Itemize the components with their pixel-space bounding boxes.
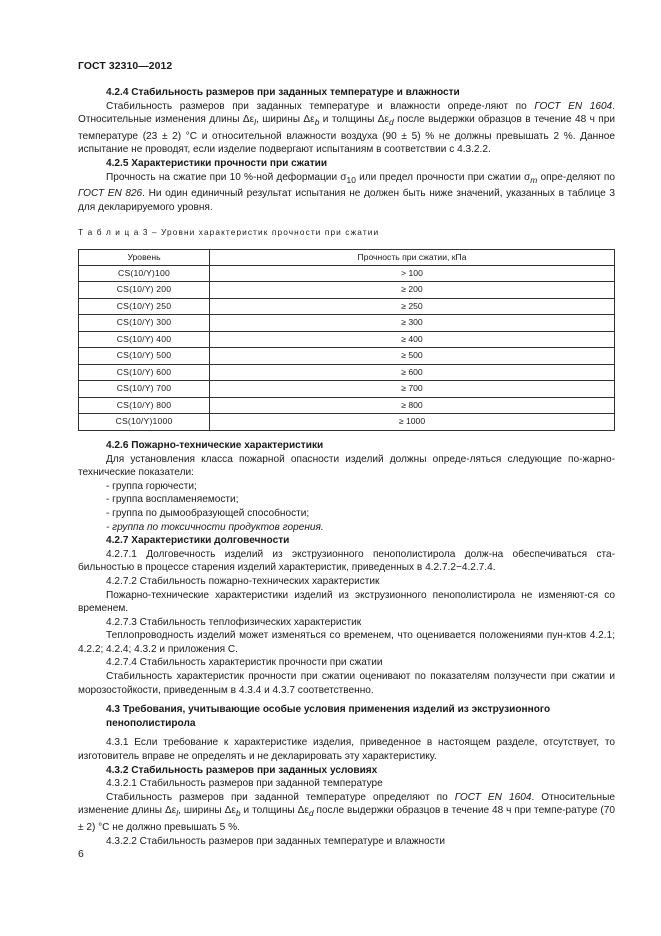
text: . Относительные изменение длины Δε — [78, 791, 615, 817]
paragraph-4-2-7-1: 4.2.7.1 Долговечность изделий из экструзионного пенополистирола долж-на обеспечиваться ста-бильностью в процессе старения изделий характеристик, приведенных в 4.2.7.2−4.2.7.4. — [78, 548, 615, 574]
table-header-row — [79, 249, 615, 265]
subscript: l — [176, 808, 179, 819]
level-cell: CS(10/Y) 700 — [79, 381, 210, 398]
table-row — [79, 265, 615, 282]
standard-reference: ГОСТ EN 1604 — [454, 791, 532, 803]
section-heading-4-2-4: 4.2.4 Стабильность размеров при заданных температуре и влажности — [106, 87, 460, 98]
strength-cell: ≥ 800 — [210, 397, 615, 414]
section-heading-4-3-cont: пенополистирола — [106, 717, 196, 729]
text: Относительные изменения длины Δε — [78, 114, 255, 126]
text: Стабильность размеров при заданных температуре и влажности опреде-ляют по — [106, 100, 535, 112]
table-row — [79, 397, 615, 414]
text: Стабильность размеров при заданной температуре определяют по — [106, 791, 455, 803]
strength-cell: ≥ 400 — [210, 331, 615, 348]
level-cell: CS(10/Y)1000 — [79, 414, 210, 431]
strength-cell: ≥ 200 — [210, 282, 615, 299]
subscript: b — [235, 808, 241, 819]
strength-cell: ≥ 1000 — [210, 414, 615, 431]
subscript: m — [530, 174, 538, 185]
strength-cell: ≥ 700 — [210, 381, 615, 398]
table-row — [79, 414, 615, 431]
table-3 — [78, 249, 615, 431]
section-heading-4-2-6: 4.2.6 Пожарно-технические характеристики — [106, 439, 324, 451]
text: , ширины Δε — [178, 805, 236, 817]
strength-cell: ≥ 600 — [210, 364, 615, 381]
text: и толщины Δε — [319, 114, 390, 126]
list-item: - группа по токсичности продуктов горения. — [106, 521, 324, 533]
paragraph-4-2-7-2-text: Пожарно-технические характеристики изделий из экструзионного пенополистирола не изменяют-ся со временем. — [78, 589, 615, 615]
table-row — [79, 282, 615, 299]
paragraph-4-3-2-1: 4.3.2.1 Стабильность размеров при заданной температуре — [106, 778, 383, 790]
section-heading-4-3: 4.3 Требования, учитывающие особые условия применения изделий из экструзионного — [106, 704, 551, 716]
paragraph-4-2-7-2: 4.2.7.2 Стабильность пожарно-технических характеристик — [106, 575, 380, 587]
strength-cell: ≥ 500 — [210, 348, 615, 365]
level-cell: CS(10/Y) 250 — [79, 298, 210, 315]
level-cell: CS(10/Y) 800 — [79, 397, 210, 414]
text: , ширины Δε — [256, 114, 315, 126]
table-row — [79, 298, 615, 315]
table-row — [79, 364, 615, 381]
subscript: d — [389, 117, 394, 128]
column-header-level: Уровень — [79, 249, 210, 265]
level-cell: CS(10/Y) 300 — [79, 315, 210, 332]
text: опре-деляют по — [537, 171, 615, 183]
level-cell: CS(10/Y) 600 — [79, 364, 210, 381]
level-cell: CS(10/Y) 500 — [79, 348, 210, 365]
document-header: ГОСТ 32310—2012 — [78, 61, 173, 72]
document-body — [78, 86, 615, 848]
subscript: d — [308, 808, 314, 819]
section-heading-4-3-2: 4.3.2 Стабильность размеров при заданных условиях — [106, 764, 378, 776]
text: или предел прочности при сжатии σ — [355, 171, 531, 183]
text: Прочность на сжатие при 10 %-ной деформации σ — [106, 171, 347, 183]
section-heading-4-2-7: 4.2.7 Характеристики долговечности — [106, 535, 290, 547]
text: . Ни один единичный результат испытания не должен быть ниже значений, указанных в таблице 3 для декларируемого уровня. — [78, 188, 615, 213]
text: и толщины Δε — [240, 805, 309, 817]
list-item: - группа воспламеняемости; — [106, 494, 239, 506]
text: после выдержки образцов в течение 48 ч при темпе-ратуре (70 ± 2) °С не должно превышать 5 %. — [78, 805, 615, 834]
list-item: - группа по дымообразующей способности; — [106, 507, 310, 519]
table-row — [79, 331, 615, 348]
paragraph-4-2-7-3: 4.2.7.3 Стабильность теплофизических характеристик — [106, 616, 362, 628]
strength-cell: > 100 — [210, 265, 615, 282]
paragraph-4-2-4 — [78, 100, 615, 157]
text: . — [612, 100, 615, 112]
subscript: b — [314, 117, 320, 128]
table-row — [79, 348, 615, 365]
level-cell: CS(10/Y)100 — [79, 265, 210, 282]
paragraph-4-3-2-1-text — [78, 791, 615, 835]
text: после выдержки образцов в течение 48 ч при температуре (23 ± 2) °С и относительной влажности воздуха (90 ± 5) % не должны превышать 2 %. Данное испытание не проводят, если изделие подвергают испытаниям в соответствии с 4.3.2.2. — [78, 114, 615, 156]
subscript: l — [254, 117, 256, 128]
strength-cell: ≥ 250 — [210, 298, 615, 315]
paragraph-4-3-2-2: 4.3.2.2 Стабильность размеров при заданных температуре и влажности — [106, 835, 445, 847]
standard-reference: ГОСТ EN 1604 — [534, 100, 613, 112]
level-cell: CS(10/Y) 400 — [79, 331, 210, 348]
paragraph-4-3-1: 4.3.1 Если требование к характеристике изделия, приведенное в настоящем разделе, отсутствует, то изготовитель вправе не определять и не декларировать эту характеристику. — [78, 737, 615, 763]
page-number: 6 — [78, 849, 84, 860]
paragraph-4-2-6: Для установления класса пожарной опасности изделий должны опреде-ляться следующие по-жарно-технические показатели: — [78, 453, 615, 479]
paragraph-4-2-5 — [78, 171, 615, 215]
subscript: 10 — [346, 174, 356, 185]
paragraph-4-2-7-4: 4.2.7.4 Стабильность характеристик прочности при сжатии — [106, 657, 383, 669]
list-item: - группа горючести; — [106, 480, 197, 492]
paragraph-4-2-7-3-text: Теплопроводность изделий может изменяться со временем, что оценивается положениями пун-ктов 4.2.1; 4.2.2; 4.2.4; 4.3.2 и приложения С. — [78, 630, 615, 655]
level-cell: CS(10/Y) 200 — [79, 282, 210, 299]
table-caption: Т а б л и ц а 3 – Уровни характеристик прочности при сжатии — [78, 227, 380, 238]
table-row — [79, 381, 615, 398]
section-heading-4-2-5: 4.2.5 Характеристики прочности при сжатии — [106, 157, 328, 169]
paragraph-4-2-7-4-text: Стабильность характеристик прочности при сжатии оценивают по показателям ползучести при сжатии и морозостойкости, приведенным в 4.3.4 и 4.3.7 соответственно. — [78, 671, 615, 696]
table-row — [79, 315, 615, 332]
column-header-strength: Прочность при сжатии, кПа — [210, 249, 615, 265]
strength-cell: ≥ 300 — [210, 315, 615, 332]
standard-reference: ГОСТ EN 826 — [78, 188, 143, 200]
